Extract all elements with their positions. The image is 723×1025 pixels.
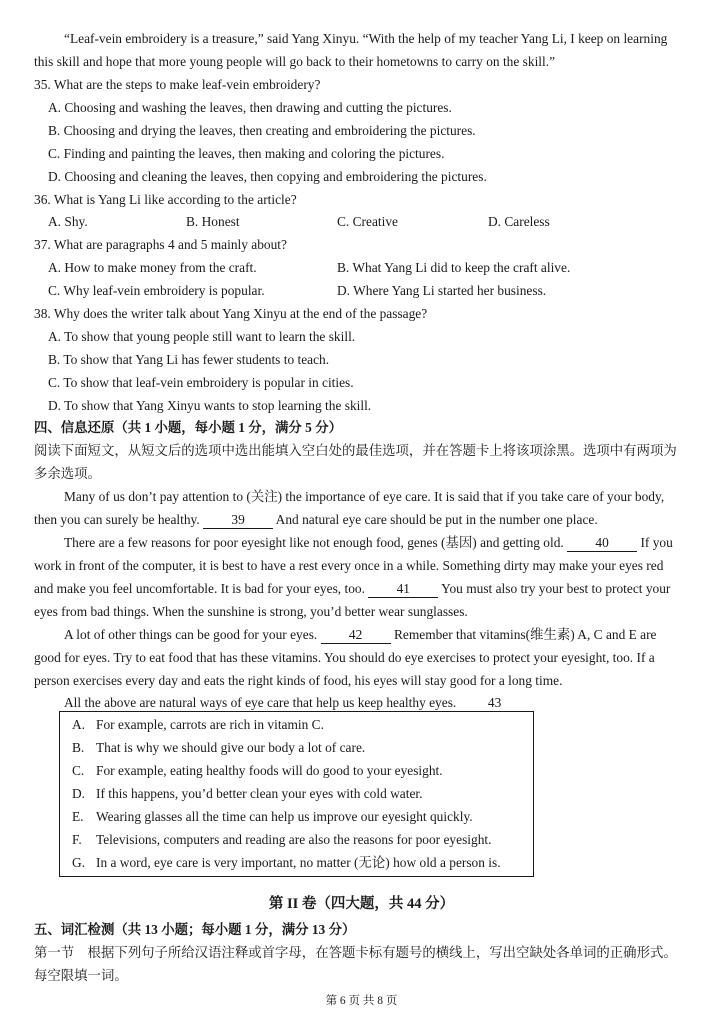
question-35-option-b: B. Choosing and drying the leaves, then creating and embroidering the pictures. [48,123,476,138]
choice-b: B. That is why we should give our body a lot of care. [72,740,366,755]
choice-a: A. For example, carrots are rich in vitamin C. [72,717,324,732]
section-5-heading: 五、词汇检测（共 13 小题；每小题 1 分，满分 13 分） [34,922,356,937]
page-number-footer: 第 6 页 共 8 页 [325,995,398,1007]
blank-42: 42 [321,627,391,644]
question-38-option-a: A. To show that young people still want to learn the skill. [48,329,356,344]
intro-paragraph: “Leaf-vein embroidery is a treasure,” said Yang Xinyu. “With the help of my teacher Yang Li, I keep on learning this skill and hope that more young people will go back to their hometowns to carry on the skill.” [34,31,668,69]
question-38-option-b: B. To show that Yang Li has fewer students to teach. [48,352,330,367]
question-36-option-a: A. Shy. [48,214,88,229]
question-38-option-d: D. To show that Yang Xinyu wants to stop learning the skill. [48,398,372,413]
passage-paragraph-3: A lot of other things can be good for your eyes. 42 Remember that vitamins(维生素) A, C and E are good for eyes. Try to eat food that has these vitamins. You should do eye exercises to protect your eyesight, too. If a person exercises every day and eats the right kinds of food, his eyes will stay good for a long time. [34,627,657,688]
question-36-stem: 36. What is Yang Li like according to the article? [34,192,297,207]
question-37-option-b: B. What Yang Li did to keep the craft alive. [337,260,571,275]
question-38-option-c: C. To show that leaf-vein embroidery is popular in cities. [48,375,354,390]
question-35-stem: 35. What are the steps to make leaf-vein embroidery? [34,77,321,92]
choice-g: G. In a word, eye care is very important, no matter (无论) how old a person is. [72,855,501,870]
passage-paragraph-4: All the above are natural ways of eye care that help us keep healthy eyes. 43 [34,691,686,714]
blank-39: 39 [203,512,273,529]
passage-paragraph-1: Many of us don’t pay attention to (关注) the importance of eye care. It is said that if you take care of your body, then you can surely be healthy. 39 And natural eye care should be put in the number one place. [34,489,665,527]
question-36-option-d: D. Careless [488,214,550,229]
question-37-option-a: A. How to make money from the craft. [48,260,257,275]
question-37-option-d: D. Where Yang Li started her business. [337,283,547,298]
question-35-option-a: A. Choosing and washing the leaves, then drawing and cutting the pictures. [48,100,452,115]
section-4-heading: 四、信息还原（共 1 小题，每小题 1 分，满分 5 分） [34,420,342,435]
passage-paragraph-2: There are a few reasons for poor eyesight like not enough food, genes (基因) and getting old. 40 If you work in front of the computer, it is best to have a rest every once in a while. Something dirty may make your eyes red and make you feel uncomfortable. It is bad for your eyes, too. 41 You must also try your best to protect your eyes from bad things. When the sunshine is strong, you’d better wear sunglasses. [34,535,673,619]
question-37-option-c: C. Why leaf-vein embroidery is popular. [48,283,265,298]
choice-c: C. For example, eating healthy foods will do good to your eyesight. [72,763,443,778]
blank-41: 41 [368,581,438,598]
blank-40: 40 [567,535,637,552]
question-38-stem: 38. Why does the writer talk about Yang Xinyu at the end of the passage? [34,306,428,321]
choice-e: E. Wearing glasses all the time can help us improve our eyesight quickly. [72,809,473,824]
question-36-option-c: C. Creative [337,214,398,229]
question-36-option-b: B. Honest [186,214,240,229]
question-35-option-c: C. Finding and painting the leaves, then making and coloring the pictures. [48,146,445,161]
part-2-title: 第 II 卷（四大题，共 44 分） [268,896,455,912]
choice-f: F. Televisions, computers and reading are also the reasons for poor eyesight. [72,832,492,847]
choice-d: D. If this happens, you’d better clean your eyes with cold water. [72,786,423,801]
question-35-option-d: D. Choosing and cleaning the leaves, then copying and embroidering the pictures. [48,169,487,184]
question-37-stem: 37. What are paragraphs 4 and 5 mainly about? [34,237,287,252]
section-5-instruction: 第一节 根据下列句子所给汉语注释或首字母，在答题卡标有题号的横线上，写出空缺处各单词的正确形式。每空限填一词。 [34,945,677,983]
options-box [59,711,534,877]
section-4-instruction: 阅读下面短文，从短文后的选项中选出能填入空白处的最佳选项，并在答题卡上将该项涂黑。选项中有两项为多余选项。 [34,443,677,481]
blank-43: 43 [460,695,530,712]
